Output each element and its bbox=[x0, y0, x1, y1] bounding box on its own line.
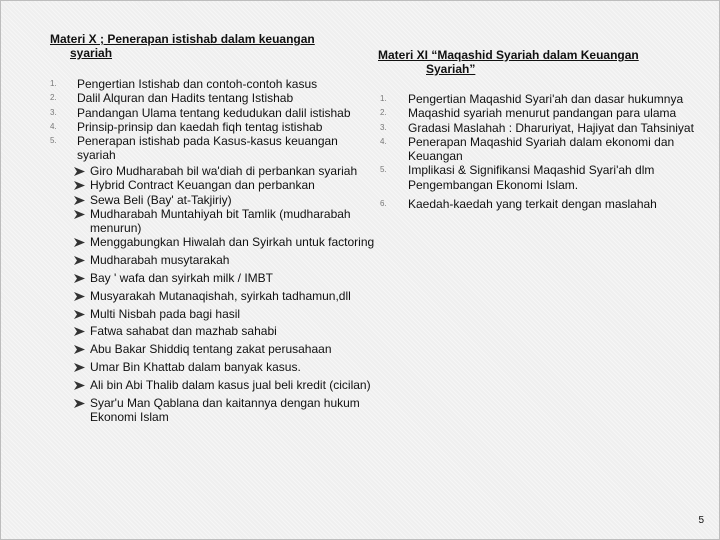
right-title-line2: Syariah” bbox=[426, 62, 476, 76]
list-item bbox=[380, 134, 698, 164]
item-number: 5. bbox=[380, 165, 387, 175]
case-list-item bbox=[90, 378, 375, 392]
arrow-bullet-icon bbox=[74, 181, 85, 190]
case-list-item bbox=[90, 307, 375, 321]
list-item bbox=[50, 105, 367, 120]
left-title-line2: syariah bbox=[70, 46, 113, 60]
case-list-item bbox=[90, 207, 375, 236]
case-list-item bbox=[90, 164, 375, 178]
item-text: Gradasi Maslahah : Dharuriyat, Hajiyat dan Tahsiniyat bbox=[408, 120, 694, 135]
item-number: 6. bbox=[380, 199, 387, 209]
case-text: Fatwa sahabat dan mazhab sahabi bbox=[90, 324, 277, 339]
case-list-item bbox=[90, 324, 375, 338]
arrow-bullet-icon bbox=[74, 210, 85, 219]
item-text: Penerapan Maqashid Syariah dalam ekonomi dan Keuangan bbox=[408, 134, 675, 164]
left-case-list bbox=[90, 164, 375, 424]
item-number: 5. bbox=[50, 136, 57, 146]
list-item bbox=[50, 119, 367, 134]
item-number: 2. bbox=[380, 108, 387, 118]
left-topic-list bbox=[50, 77, 367, 163]
case-text: Hybrid Contract Keuangan dan perbankan bbox=[90, 178, 315, 193]
item-text: Penerapan istishab pada Kasus-kasus keuangan syariah bbox=[77, 134, 338, 163]
case-list-item bbox=[90, 396, 375, 425]
left-title-line1: Materi X ; Penerapan istishab dalam keuangan bbox=[50, 32, 315, 46]
list-item bbox=[380, 92, 698, 106]
item-number: 4. bbox=[380, 136, 387, 146]
case-list-item bbox=[90, 271, 375, 285]
case-text: Giro Mudharabah bil wa'diah di perbankan syariah bbox=[90, 164, 358, 178]
item-text: Pengertian Maqashid Syari'ah dan dasar hukumnya bbox=[408, 92, 684, 106]
case-list-item bbox=[90, 342, 375, 356]
case-text: Musyarakah Mutanaqishah, syirkah tadhamun,dll bbox=[90, 288, 351, 303]
case-text: Bay ' wafa dan syirkah milk / IMBT bbox=[90, 271, 274, 286]
arrow-bullet-icon bbox=[74, 399, 85, 408]
left-title bbox=[50, 32, 315, 60]
item-number: 4. bbox=[50, 121, 57, 131]
arrow-bullet-icon bbox=[74, 363, 85, 372]
arrow-bullet-icon bbox=[74, 345, 85, 354]
item-number: 1. bbox=[50, 79, 57, 88]
case-list-item bbox=[90, 289, 375, 303]
list-item bbox=[380, 106, 698, 121]
right-title-line1: Materi XI “Maqashid Syariah dalam Keuangan bbox=[378, 48, 639, 62]
case-text: Multi Nisbah pada bagi hasil bbox=[90, 306, 241, 321]
list-item bbox=[380, 197, 698, 212]
arrow-bullet-icon bbox=[74, 327, 85, 336]
case-text: Menggabungkan Hiwalah dan Syirkah untuk factoring bbox=[90, 235, 375, 250]
arrow-bullet-icon bbox=[74, 310, 85, 319]
list-item bbox=[50, 91, 367, 106]
case-text: Syar'u Man Qablana dan kaitannya dengan hukum Ekonomi Islam bbox=[90, 395, 360, 424]
arrow-bullet-icon bbox=[74, 381, 85, 390]
case-text: Sewa Beli (Bay' at-Takjiriy) bbox=[90, 192, 232, 207]
case-list-item bbox=[90, 360, 375, 374]
list-item bbox=[380, 120, 698, 135]
arrow-bullet-icon bbox=[74, 256, 85, 265]
right-title bbox=[378, 48, 639, 76]
item-text: Kaedah-kaedah yang terkait dengan maslahah bbox=[408, 197, 657, 212]
case-text: Mudharabah musytarakah bbox=[90, 253, 230, 268]
arrow-bullet-icon bbox=[74, 274, 85, 283]
item-text: Implikasi & Signifikansi Maqashid Syari'ah dlm Pengembangan Ekonomi Islam. bbox=[408, 163, 655, 192]
case-list-item bbox=[90, 178, 375, 192]
case-text: Umar Bin Khattab dalam banyak kasus. bbox=[90, 360, 301, 375]
case-list-item bbox=[90, 235, 375, 249]
right-topic-list bbox=[380, 92, 698, 212]
arrow-bullet-icon bbox=[74, 238, 85, 247]
case-text: Ali bin Abi Thalib dalam kasus jual beli kredit (cicilan) bbox=[90, 377, 371, 392]
arrow-bullet-icon bbox=[74, 196, 85, 205]
case-list-item bbox=[90, 193, 375, 207]
case-text: Abu Bakar Shiddiq tentang zakat perusahaan bbox=[90, 342, 332, 357]
case-text: Mudharabah Muntahiyah bit Tamlik (mudharabah menurun) bbox=[90, 206, 351, 236]
item-text: Pengertian Istishab dan contoh-contoh kasus bbox=[77, 77, 318, 91]
list-item bbox=[50, 77, 367, 91]
item-number: 1. bbox=[380, 94, 387, 103]
item-text: Dalil Alquran dan Hadits tentang Istishab bbox=[77, 91, 294, 106]
item-text: Prinsip-prinsip dan kaedah fiqh tentag istishab bbox=[77, 119, 323, 134]
list-item bbox=[380, 163, 698, 192]
page-number: 5 bbox=[698, 515, 704, 526]
arrow-bullet-icon bbox=[74, 292, 85, 301]
arrow-bullet-icon bbox=[74, 167, 85, 176]
item-text: Pandangan Ulama tentang kedudukan dalil istishab bbox=[77, 105, 351, 120]
item-number: 2. bbox=[50, 93, 57, 103]
item-text: Maqashid syariah menurut pandangan para ulama bbox=[408, 106, 677, 121]
list-item bbox=[50, 134, 367, 163]
item-number: 3. bbox=[50, 107, 57, 117]
item-number: 3. bbox=[380, 122, 387, 132]
case-list-item bbox=[90, 253, 375, 267]
